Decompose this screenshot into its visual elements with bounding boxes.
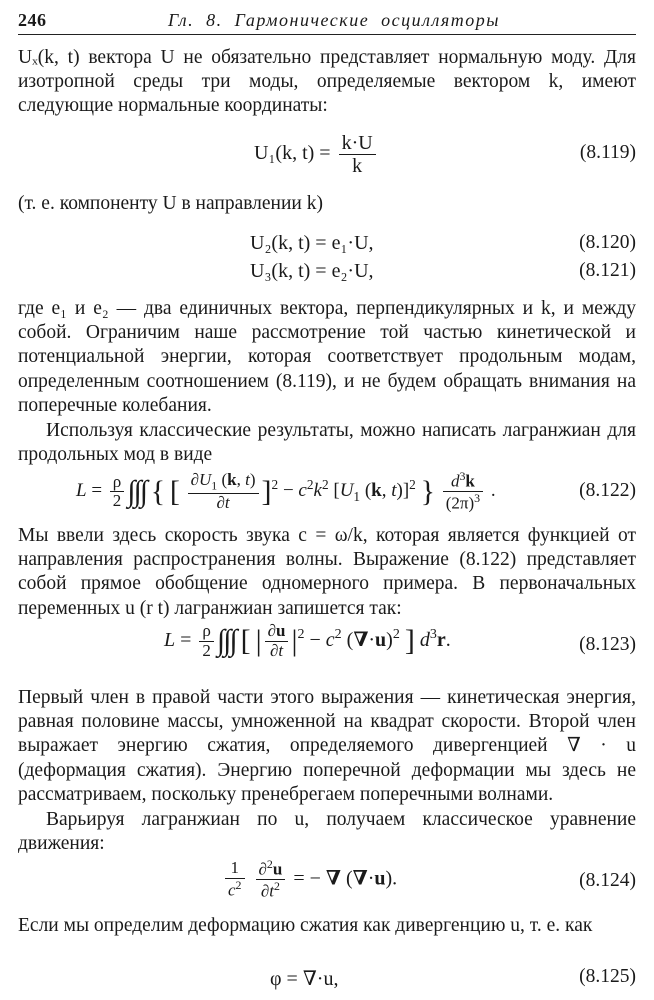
equation-8-123 bbox=[18, 620, 636, 668]
equation-8-121 bbox=[18, 260, 636, 286]
eq-119-lhs: U₁(k, t) = bbox=[254, 142, 331, 165]
equation-8-119 bbox=[18, 132, 636, 176]
eq-124-body: $\frac{1}{c^2}$ $\frac{\partial^2u}{\partial t^2}$ = − ∇ (∇·u). bbox=[222, 858, 397, 902]
equation-8-122 bbox=[18, 466, 636, 516]
equation-8-125 bbox=[18, 966, 636, 992]
eq-121-label: (8.121) bbox=[579, 260, 636, 281]
eq-120-label: (8.120) bbox=[579, 232, 636, 253]
paragraph-7: Варьируя лагранжиан по u, получаем классическое уравнение движения: bbox=[18, 809, 636, 855]
page-number: 246 bbox=[18, 10, 47, 30]
eq-125-label: (8.125) bbox=[579, 966, 636, 987]
eq-121-body: U₃(k, t) = e₂·U, bbox=[250, 260, 374, 282]
eq-125-body: φ = ∇·u, bbox=[270, 968, 339, 990]
eq-119-numerator: k·U bbox=[339, 132, 376, 155]
paragraph-8: Если мы определим деформацию сжатия как дивергенцию u, т. е. как bbox=[18, 915, 593, 936]
eq-120-body: U₂(k, t) = e₁·U, bbox=[250, 232, 374, 254]
eq-122-body: L = $\frac{\rho}{2}$ ∫∫∫ { [ $\frac{\partial U_1 (k, t)}{\partial t}$ ]$^2 - c^2k^2$ [$U_1$ (k, t)]$^2$ } $\frac{d^3k}{(2\pi)^3}$ . bbox=[76, 469, 496, 513]
paragraph-4: Используя классические результаты, можно написать лагранжиан для продольных мод в виде bbox=[18, 420, 636, 466]
paragraph-5: Мы ввели здесь скорость звука c = ω/k, которая является функцией от направления распространения волны. Выражение (8.122) представляет собой прямое обобщение одномерного примера. В первоначальных переменных u (r t) лагранжиан запишется так: bbox=[18, 525, 636, 619]
eq-119-denominator: k bbox=[352, 155, 363, 177]
eq-122-label: (8.122) bbox=[579, 480, 636, 501]
running-header bbox=[18, 8, 636, 35]
paragraph-3: где e₁ и e₂ — два единичных вектора, перпендикулярных и k, и между собой. Ограничим наше рассмотрение той частью кинетической и потенциальной энергии, которая соответствует продольным модам, определенным соотношением (8.119), и не будем обращать внимания на поперечные колебания. bbox=[18, 298, 636, 416]
eq-119-label: (8.119) bbox=[579, 142, 636, 163]
eq-124-label: (8.124) bbox=[579, 870, 636, 891]
paragraph-6: Первый член в правой части этого выражения — кинетическая энергия, равная половине массы, умноженной на квадрат скорости. Второй член выражает энергию сжатия, определяемого дивергенцией ∇ · u (деформация сжатия). Энергию поперечной деформации мы здесь не рассматриваем, поскольку пренебрегаем поперечными волнами. bbox=[18, 687, 636, 805]
paragraph-1: Uₓ(k, t) вектора U не обязательно представляет нормальную моду. Для изотропной среды три моды, определяемые вектором k, имеют следующие нормальные координаты: bbox=[18, 47, 636, 117]
eq-119-fraction bbox=[339, 132, 376, 177]
equation-8-124 bbox=[18, 858, 636, 904]
equation-8-120 bbox=[18, 232, 636, 258]
eq-123-body: L = $\frac{\rho}{2}$ ∫∫∫ [ | $\frac{\partial u}{\partial t}$ $|^2 - c^2$ $(\nabla\cdot u)^2$ ] $d^3r$. bbox=[164, 621, 451, 660]
eq-123-label: (8.123) bbox=[579, 634, 636, 655]
running-title: Гл. 8. Гармонические осцилляторы bbox=[168, 10, 500, 30]
paragraph-2: (т. е. компоненту U в направлении k) bbox=[18, 193, 323, 214]
